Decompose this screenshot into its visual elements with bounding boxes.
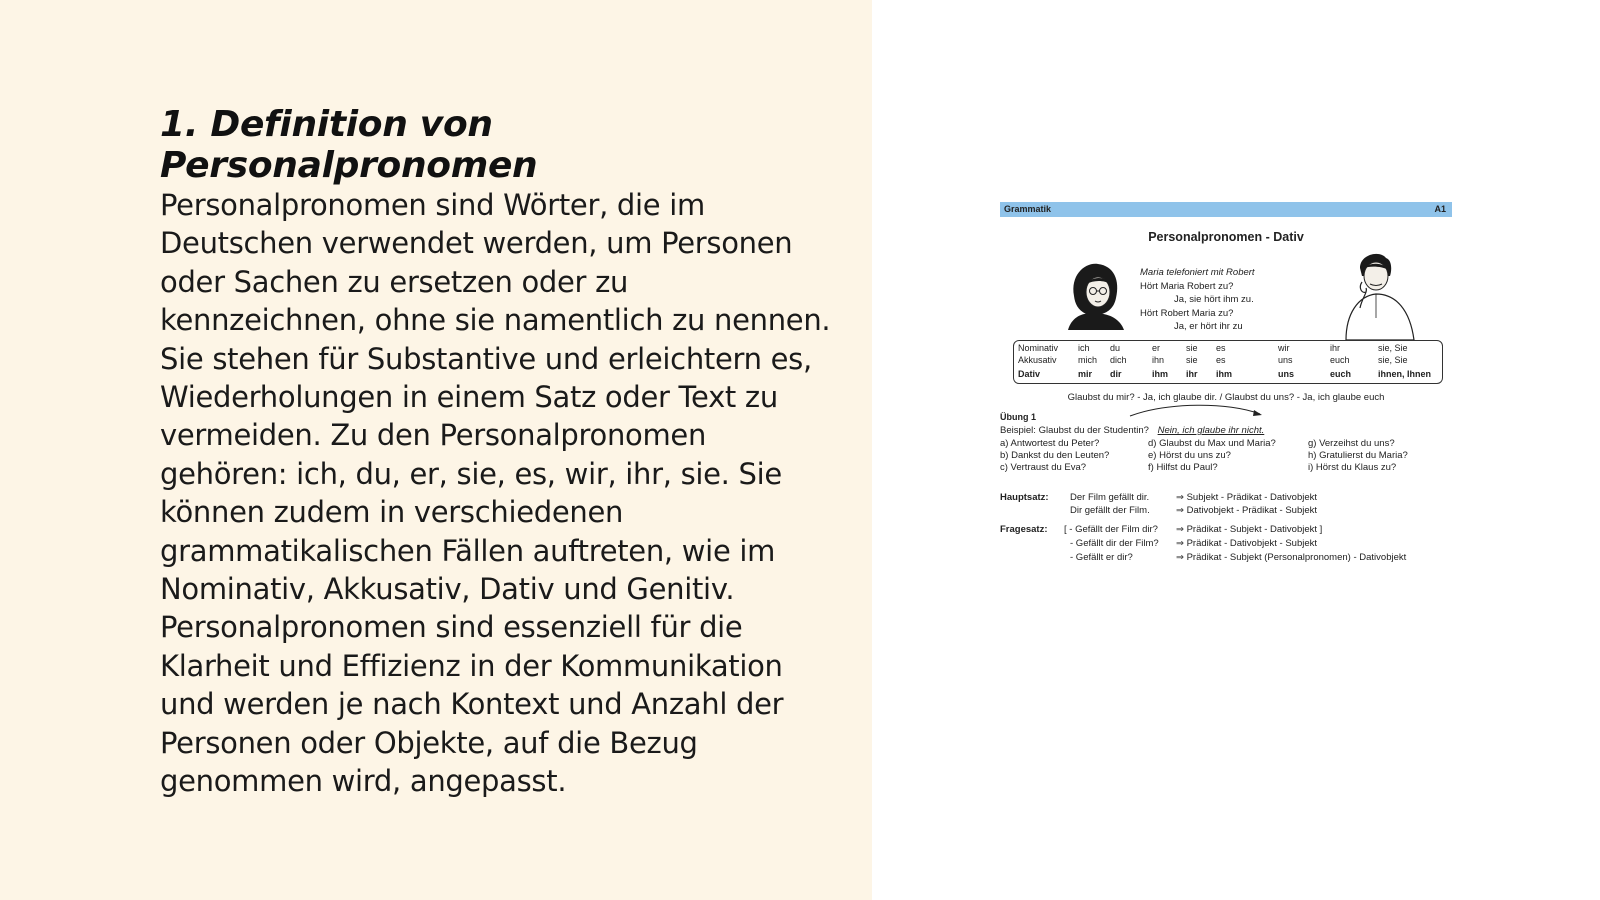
question-column-1 — [1000, 438, 1109, 474]
dialog-answer-1: Ja, sie hört ihm zu. — [1174, 294, 1254, 305]
question-item: g) Verzeihst du uns? — [1308, 438, 1395, 449]
dialog-text — [1140, 266, 1255, 334]
table-cell: es — [1216, 355, 1226, 365]
curved-arrow-icon — [1128, 402, 1268, 418]
table-cell: ihr — [1330, 343, 1341, 353]
fragesatz-sentence-2: - Gefällt dir der Film? — [1070, 538, 1159, 549]
table-cell: Nominativ — [1018, 343, 1059, 353]
table-cell: ihn — [1152, 355, 1165, 365]
worksheet-image — [1000, 202, 1452, 582]
table-cell: uns — [1278, 369, 1295, 379]
question-item: b) Dankst du den Leuten? — [1000, 450, 1110, 461]
fragesatz-structure-2: ⇒ Prädikat - Dativobjekt - Subjekt — [1176, 538, 1318, 549]
table-cell: sie — [1186, 343, 1198, 353]
dialog-question-1: Hört Maria Robert zu? — [1140, 280, 1234, 292]
question-item: f) Hilfst du Paul? — [1148, 462, 1218, 473]
fragesatz-sentence-3: - Gefällt er dir? — [1070, 552, 1133, 563]
question-column-3 — [1308, 438, 1408, 474]
table-cell: du — [1110, 343, 1121, 353]
table-cell: Dativ — [1018, 369, 1041, 379]
table-cell: Akkusativ — [1018, 355, 1057, 365]
table-cell: ihm — [1152, 369, 1169, 379]
question-item: d) Glaubst du Max und Maria? — [1148, 438, 1276, 449]
exercise-example-question: Glaubst du der Studentin? — [1038, 425, 1149, 436]
fragesatz-structure-3: ⇒ Prädikat - Subjekt (Personalpronomen) - Dativobjekt — [1176, 552, 1407, 563]
table-cell: ihnen, Ihnen — [1378, 369, 1431, 379]
fragesatz-structure-1: ⇒ Prädikat - Subjekt - Dativobjekt ] — [1176, 524, 1323, 535]
slide-title: 1. Definition von Personalpronomen — [160, 104, 538, 186]
table-cell: euch — [1330, 369, 1352, 379]
table-cell: sie — [1186, 355, 1198, 365]
table-cell: mir — [1078, 369, 1093, 379]
table-cell: es — [1216, 343, 1226, 353]
dialog-question-2: Hört Robert Maria zu? — [1140, 307, 1234, 319]
worksheet-header-level: A1 — [1434, 204, 1446, 214]
worksheet-title: Personalpronomen - Dativ — [1148, 230, 1304, 244]
pronoun-table — [1013, 340, 1443, 384]
hauptsatz-structure-2: ⇒ Dativobjekt - Prädikat - Subjekt — [1176, 505, 1318, 516]
hauptsatz-sentence-2: Dir gefällt der Film. — [1070, 505, 1150, 516]
fragesatz-sentence-1: [ - Gefällt der Film dir? — [1064, 524, 1158, 535]
dialog-answer-2: Ja, er hört ihr zu — [1174, 321, 1243, 332]
worksheet-header — [1000, 202, 1452, 217]
exercise-example — [1000, 425, 1264, 436]
question-item: a) Antwortest du Peter? — [1000, 438, 1100, 449]
question-item: i) Hörst du Klaus zu? — [1308, 462, 1397, 473]
table-cell: sie, Sie — [1378, 343, 1408, 353]
fragesatz-label: Fragesatz: — [1000, 524, 1048, 535]
example-sentence: Glaubst du mir? - Ja, ich glaube dir. / Glaubst du uns? - Ja, ich glaube euch — [1067, 392, 1385, 403]
hauptsatz-structure-1: ⇒ Subjekt - Prädikat - Dativobjekt — [1176, 492, 1318, 503]
question-column-2 — [1148, 438, 1276, 474]
table-cell: mich — [1078, 355, 1098, 365]
table-row-dativ — [1014, 369, 1442, 382]
woman-illustration — [1064, 260, 1126, 330]
table-cell: ich — [1078, 343, 1090, 353]
table-cell: uns — [1278, 355, 1293, 365]
exercise-title: Übung 1 — [1000, 412, 1036, 422]
table-cell: dich — [1110, 355, 1127, 365]
hauptsatz-sentence-1: Der Film gefällt dir. — [1070, 492, 1150, 503]
table-cell: sie, Sie — [1378, 355, 1408, 365]
exercise-example-answer: Nein, ich glaube ihr nicht. — [1157, 425, 1265, 436]
dialog-intro: Maria telefoniert mit Robert — [1140, 267, 1255, 278]
question-item: h) Gratulierst du Maria? — [1308, 450, 1408, 461]
slide-body-text: Personalpronomen sind Wörter, die im Deutschen verwendet werden, um Personen oder Sachen zu ersetzen oder zu kennzeichnen, ohne sie namentlich zu nennen. Sie stehen für Substantive und erleichtern es, Wiederholungen in einem Satz oder Text zu vermeiden. Zu den Personalpronomen gehören: ich, du, er, sie, es, wir, ihr, sie. Sie können zudem in verschiedenen grammatikalischen Fällen auftreten, wie im Nominativ, Akkusativ, Dativ und Genitiv. Personalpronomen sind essenziell für die Klarheit und Effizienz in der Kommunikation und werden je nach Kontext und Anzahl der Personen oder Objekte, auf die Bezug genommen wird, angepasst. — [160, 188, 831, 799]
worksheet-header-left: Grammatik — [1004, 204, 1052, 214]
table-row-akkusativ — [1014, 355, 1442, 368]
table-cell: er — [1152, 343, 1161, 353]
question-item: c) Vertraust du Eva? — [1000, 462, 1087, 473]
exercise-example-label: Beispiel: — [1000, 425, 1036, 436]
table-cell: ihr — [1186, 369, 1198, 379]
hauptsatz-label: Hauptsatz: — [1000, 492, 1049, 503]
table-cell: euch — [1330, 355, 1350, 365]
table-cell: dir — [1110, 369, 1122, 379]
man-illustration — [1340, 248, 1420, 340]
table-cell: wir — [1278, 343, 1290, 353]
table-cell: ihm — [1216, 369, 1233, 379]
question-item: e) Hörst du uns zu? — [1148, 450, 1231, 461]
